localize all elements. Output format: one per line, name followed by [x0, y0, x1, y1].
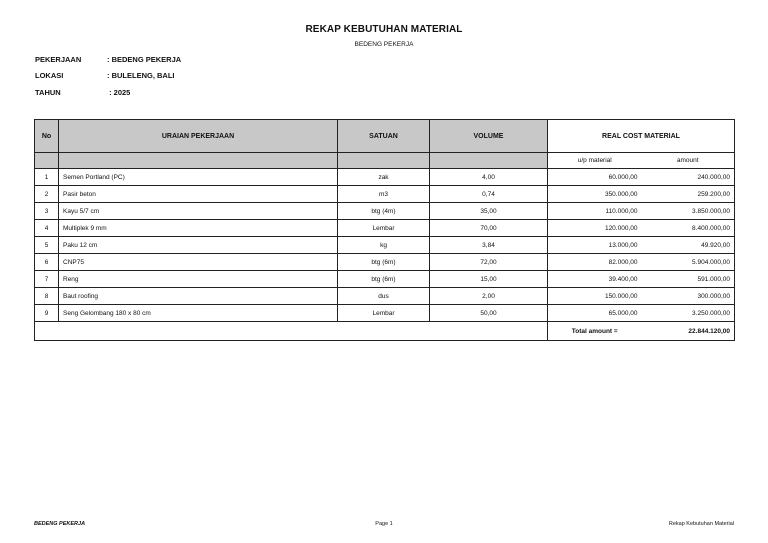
info-tahun	[35, 88, 130, 97]
footer-project: BEDENG PEKERJA	[34, 521, 86, 527]
row-up-material: 13.000,00	[548, 237, 642, 254]
row-satuan: kg	[338, 237, 430, 254]
info-label: TAHUN	[35, 88, 61, 97]
row-volume: 2,00	[430, 288, 548, 305]
row-no: 1	[35, 169, 59, 186]
row-volume: 70,00	[430, 220, 548, 237]
row-amount: 3.850.000,00	[642, 203, 735, 220]
row-uraian: CNP75	[59, 254, 338, 271]
row-uraian: Seng Gelombang 180 x 80 cm	[59, 305, 338, 322]
subheader-up-material: u/p material	[548, 153, 642, 169]
header-volume: VOLUME	[430, 120, 548, 153]
footer-doc-title: Rekap Kebutuhan Material	[668, 521, 734, 527]
row-no: 2	[35, 186, 59, 203]
info-label: PEKERJAAN	[35, 55, 82, 64]
row-up-material: 120.000,00	[548, 220, 642, 237]
row-amount: 300.000,00	[642, 288, 735, 305]
row-amount: 8.400.000,00	[642, 220, 735, 237]
row-satuan: btg (6m)	[338, 254, 430, 271]
row-no: 4	[35, 220, 59, 237]
row-uraian: Kayu 5/7 cm	[59, 203, 338, 220]
row-up-material: 65.000,00	[548, 305, 642, 322]
info-value: : BULELENG, BALI	[107, 71, 175, 80]
subheader-amount: amount	[642, 153, 735, 169]
subheader-blank	[35, 153, 59, 169]
row-volume: 72,00	[430, 254, 548, 271]
row-up-material: 60.000,00	[548, 169, 642, 186]
table-row	[35, 305, 735, 322]
table-row	[35, 288, 735, 305]
table-row	[35, 169, 735, 186]
header-satuan: SATUAN	[338, 120, 430, 153]
subheader-blank	[338, 153, 430, 169]
header-real-cost: REAL COST MATERIAL	[548, 120, 735, 153]
table-row	[35, 203, 735, 220]
row-amount: 240.000,00	[642, 169, 735, 186]
row-up-material: 150.000,00	[548, 288, 642, 305]
row-amount: 49.920,00	[642, 237, 735, 254]
info-pekerjaan	[35, 55, 181, 64]
row-satuan: m3	[338, 186, 430, 203]
row-no: 9	[35, 305, 59, 322]
row-no: 8	[35, 288, 59, 305]
table-row	[35, 186, 735, 203]
row-volume: 4,00	[430, 169, 548, 186]
row-up-material: 82.000,00	[548, 254, 642, 271]
header-no: No	[35, 120, 59, 153]
table-row	[35, 220, 735, 237]
header-uraian: URAIAN PEKERJAAN	[59, 120, 338, 153]
page-title: REKAP KEBUTUHAN MATERIAL	[305, 24, 463, 35]
row-uraian: Multiplek 9 mm	[59, 220, 338, 237]
total-label: Total amount =	[548, 322, 642, 341]
row-satuan: dus	[338, 288, 430, 305]
row-uraian: Baut roofing	[59, 288, 338, 305]
info-value: : 2025	[107, 88, 131, 97]
row-up-material: 350.000,00	[548, 186, 642, 203]
row-volume: 35,00	[430, 203, 548, 220]
material-table	[34, 119, 735, 341]
table-row	[35, 271, 735, 288]
row-amount: 5.904.000,00	[642, 254, 735, 271]
table-total-row	[35, 322, 735, 341]
row-satuan: Lembar	[338, 305, 430, 322]
row-volume: 15,00	[430, 271, 548, 288]
total-spacer	[35, 322, 548, 341]
row-satuan: btg (4m)	[338, 203, 430, 220]
table-row	[35, 237, 735, 254]
row-satuan: zak	[338, 169, 430, 186]
row-no: 7	[35, 271, 59, 288]
subheader-blank	[59, 153, 338, 169]
row-uraian: Semen Portland (PC)	[59, 169, 338, 186]
row-volume: 50,00	[430, 305, 548, 322]
row-volume: 3,84	[430, 237, 548, 254]
info-value: : BEDENG PEKERJA	[107, 55, 182, 64]
row-no: 5	[35, 237, 59, 254]
info-lokasi	[35, 71, 175, 80]
table-header-row	[35, 120, 735, 153]
table-subheader-row	[35, 153, 735, 169]
info-label: LOKASI	[35, 71, 64, 80]
row-amount: 3.250.000,00	[642, 305, 735, 322]
row-amount: 259.200,00	[642, 186, 735, 203]
row-uraian: Reng	[59, 271, 338, 288]
row-up-material: 110.000,00	[548, 203, 642, 220]
row-amount: 591.000,00	[642, 271, 735, 288]
row-uraian: Paku 12 cm	[59, 237, 338, 254]
total-value: 22.844.120,00	[642, 322, 735, 341]
row-up-material: 39.400,00	[548, 271, 642, 288]
subheader-blank	[430, 153, 548, 169]
row-volume: 0,74	[430, 186, 548, 203]
row-no: 3	[35, 203, 59, 220]
table-row	[35, 254, 735, 271]
footer-page-number: Page 1	[375, 521, 393, 527]
row-uraian: Pasir beton	[59, 186, 338, 203]
row-no: 6	[35, 254, 59, 271]
row-satuan: Lembar	[338, 220, 430, 237]
row-satuan: btg (6m)	[338, 271, 430, 288]
page-subtitle: BEDENG PEKERJA	[354, 41, 414, 48]
